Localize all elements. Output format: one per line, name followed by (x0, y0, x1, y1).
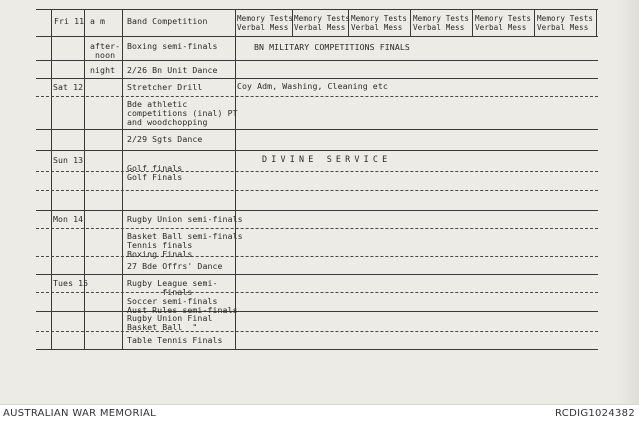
archive-name: AUSTRALIAN WAR MEMORIAL (3, 408, 156, 419)
header-test-3b: Verbal Mess (351, 23, 403, 32)
rule-col4 (472, 9, 473, 36)
row-mon-day: Mon 14 (53, 214, 84, 224)
row-mon-event: Rugby Union semi-finals (127, 214, 243, 224)
rule-col6 (596, 9, 597, 36)
row-afternoon-time: after- noon (90, 41, 121, 60)
row-table-tennis-event: Table Tennis Finals (127, 335, 223, 345)
rule-h3 (36, 78, 598, 79)
rule-h13 (36, 292, 598, 293)
header-test-6a: Memory Tests (537, 14, 594, 23)
header-test-5b: Verbal Mess (475, 23, 527, 32)
rule-h14 (36, 311, 598, 312)
row-athletics-event: Bde athletic competitions (inal) PT and woodchopping (127, 99, 238, 127)
rule-h2 (36, 60, 598, 61)
rule-h8 (36, 190, 598, 191)
header-test-1b: Verbal Mess (237, 23, 289, 32)
row-tues-day: Tues 15 (53, 278, 89, 288)
rule-h4 (36, 96, 598, 97)
row-sun-day: Sun 13 (53, 155, 84, 165)
header-test-4b: Verbal Mess (413, 23, 465, 32)
row-sun-event: Golf finals Golf Finals (127, 163, 183, 182)
rule-col5 (534, 9, 535, 36)
rule-h1 (36, 36, 598, 37)
rule-h5 (36, 129, 598, 130)
row-afternoon-event: Boxing semi-finals (127, 41, 218, 51)
rule-h7 (36, 171, 598, 172)
row-sat-note: Coy Adm, Washing, Cleaning etc (237, 81, 388, 91)
row-sat-day: Sat 12 (53, 82, 84, 92)
header-test-6b: Verbal Mess (537, 23, 589, 32)
header-time: a m (90, 16, 106, 26)
row-sat-event: Stretcher Drill (127, 82, 203, 92)
header-test-2a: Memory Tests (294, 14, 351, 23)
row-night-event: 2/26 Bn Unit Dance (127, 65, 218, 75)
header-test-4a: Memory Tests (413, 14, 470, 23)
header-test-1a: Memory Tests (237, 14, 294, 23)
archive-footer (0, 404, 639, 421)
rule-h15 (36, 331, 598, 332)
rule-h11 (36, 256, 598, 257)
header-event: Band Competition (127, 16, 208, 26)
rule-h9 (36, 210, 598, 211)
rule-h12 (36, 274, 598, 275)
rule-col3 (410, 9, 411, 36)
rule-h10 (36, 228, 598, 229)
header-test-5a: Memory Tests (475, 14, 532, 23)
row-sgts-dance-event: 2/29 Sgts Dance (127, 134, 203, 144)
rule-top (36, 9, 598, 10)
archive-id: RCDIG1024382 (555, 408, 635, 419)
row-offrs-dance-event: 27 Bde Offrs' Dance (127, 261, 223, 271)
row-union-final-event: Rugby Union Final Basket Ball " (127, 313, 213, 332)
row-basketball-event: Basket Ball semi-finals Tennis finals Boxing Finals (127, 231, 243, 259)
page-edge-shadow (617, 0, 639, 404)
row-tues-event: Rugby League semi- finals Soccer semi-finals Aust Rules semi-finals (127, 278, 238, 315)
row-sun-note: DIVINE SERVICE (262, 154, 392, 164)
row-afternoon-note: BN MILITARY COMPETITIONS FINALS (254, 42, 410, 52)
rule-h6 (36, 150, 598, 151)
row-night-time: night (90, 65, 116, 75)
header-day: Fri 11 (54, 16, 85, 26)
header-test-3a: Memory Tests (351, 14, 408, 23)
header-test-2b: Verbal Mess (294, 23, 346, 32)
rule-bottom (36, 349, 598, 350)
